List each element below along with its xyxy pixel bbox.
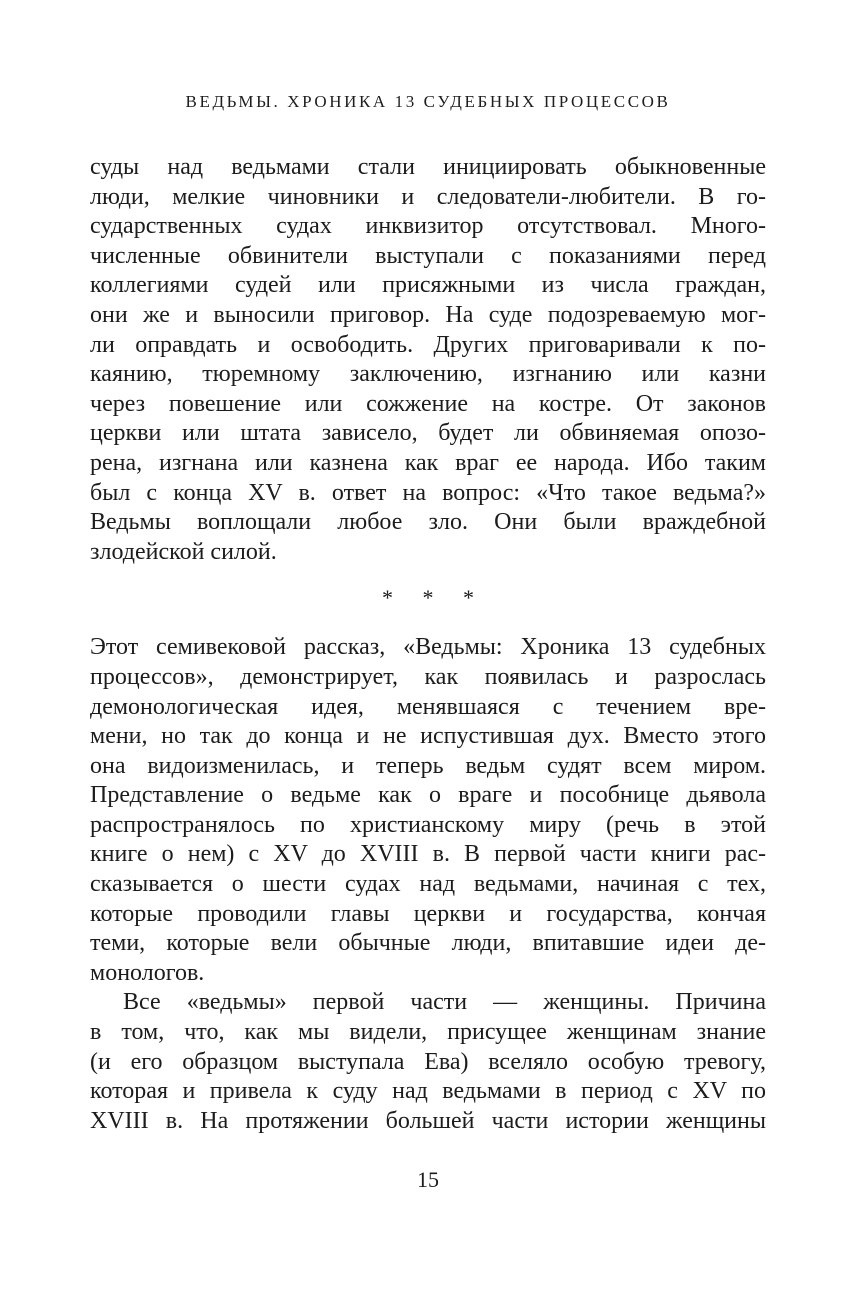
text-line: процессов», демонстрирует, как появилась и разрослась (90, 663, 766, 690)
running-header: ВЕДЬМЫ. ХРОНИКА 13 СУДЕБНЫХ ПРОЦЕССОВ (185, 92, 671, 111)
text-block (90, 153, 766, 1136)
text-line: численные обвинители выступали с показаниями перед (90, 242, 766, 269)
text-line: Все «ведьмы» первой части — женщины. Причина (123, 989, 766, 1016)
paragraph (90, 153, 766, 567)
text-line: (и его образцом выступала Ева) вселяло особую тревогу, (90, 1048, 766, 1075)
text-line: которые проводили главы церкви и государства, кончая (90, 900, 766, 927)
text-line: Представление о ведьме как о враге и пособнице дьявола (90, 782, 766, 809)
text-line: рена, изгнана или казнена как враг ее народа. Ибо таким (90, 449, 766, 476)
text-line: злодейской силой. (90, 538, 277, 565)
text-line: они же и выносили приговор. На суде подозреваемую мог- (90, 301, 766, 328)
text-line: каянию, тюремному заключению, изгнанию или казни (90, 361, 766, 388)
text-line: сказывается о шести судах над ведьмами, начиная с тех, (90, 871, 766, 898)
text-line: Ведьмы воплощали любое зло. Они были враждебной (90, 509, 766, 536)
text-line: сударственных судах инквизитор отсутствовал. Много- (90, 213, 766, 240)
text-line: был с конца XV в. ответ на вопрос: «Что такое ведьма?» (90, 479, 766, 506)
text-line: суды над ведьмами стали инициировать обыкновенные (90, 154, 766, 180)
text-line: в том, что, как мы видели, присущее женщинам знание (90, 1019, 766, 1046)
text-line: которая и привела к суду над ведьмами в период с XV по (90, 1078, 766, 1105)
text-line: XVIII в. На протяжении большей части истории женщины (90, 1107, 766, 1134)
text-line: монологов. (90, 959, 205, 986)
text-line: через повешение или сожжение на костре. От законов (90, 390, 766, 417)
text-line: демонологическая идея, менявшаяся с течением вре- (90, 693, 766, 720)
text-line: ли оправдать и освободить. Других приговаривали к по- (90, 331, 766, 358)
text-line: теми, которые вели обычные люди, впитавшие идеи де- (90, 930, 766, 957)
text-line: распространялось по христианскому миру (речь в этой (90, 811, 766, 838)
section-separator: * * * (382, 585, 486, 611)
text-line: мени, но так до конца и не испустившая дух. Вместо этого (90, 723, 766, 750)
text-line: церкви или штата зависело, будет ли обвиняемая опозо- (90, 420, 766, 447)
text-line: коллегиями судей или присяжными из числа граждан, (90, 272, 766, 299)
paragraph (90, 633, 766, 988)
text-line: книге о нем) с XV до XVIII в. В первой части книги рас- (90, 841, 766, 868)
text-line: люди, мелкие чиновники и следователи-любители. В го- (90, 183, 766, 210)
text-line: она видоизменилась, и теперь ведьм судят всем миром. (90, 752, 766, 779)
paragraph (90, 988, 766, 1136)
page-number: 15 (417, 1167, 439, 1192)
text-line: Этот семивековой рассказ, «Ведьмы: Хроника 13 судебных (90, 634, 766, 661)
